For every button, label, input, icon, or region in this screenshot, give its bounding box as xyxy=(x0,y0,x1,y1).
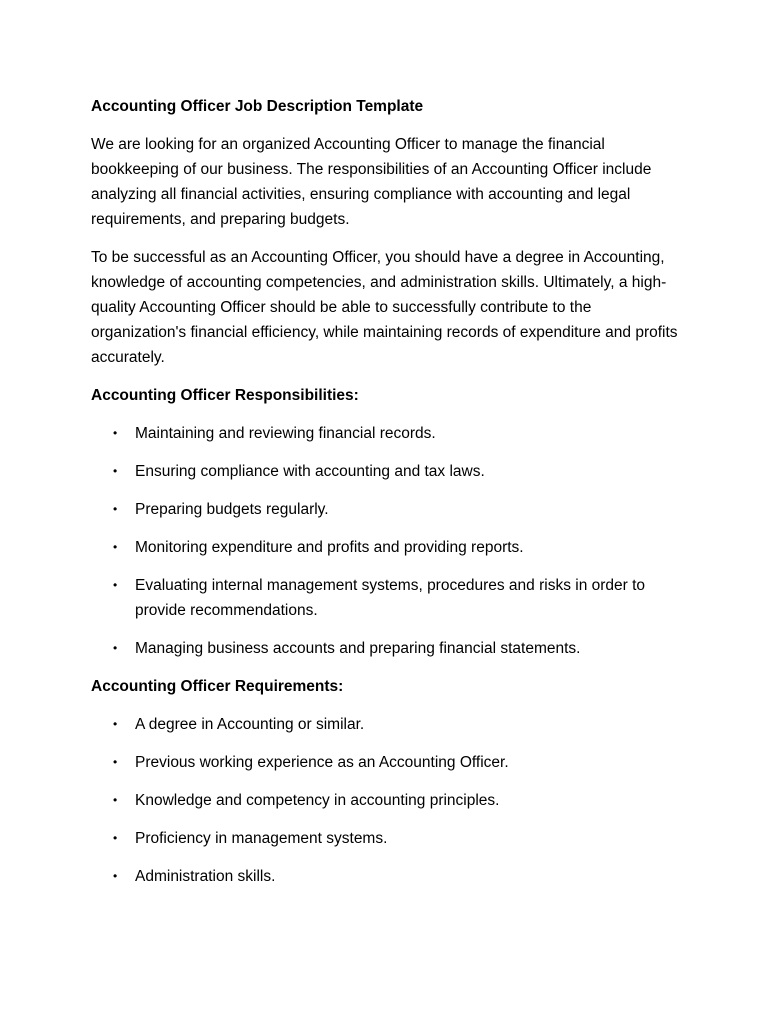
list-item xyxy=(91,459,681,484)
list-item xyxy=(91,864,681,889)
bullet-icon: • xyxy=(113,540,118,554)
requirements-list xyxy=(91,712,681,889)
bullet-icon: • xyxy=(113,869,118,883)
responsibilities-heading: Accounting Officer Responsibilities: xyxy=(91,387,359,404)
list-item-text: Evaluating internal management systems, procedures and risks in order to provide recommendations. xyxy=(135,577,646,619)
list-item-text: Monitoring expenditure and profits and providing reports. xyxy=(135,539,524,556)
requirements-heading: Accounting Officer Requirements: xyxy=(91,678,344,695)
list-item xyxy=(91,750,681,775)
document-title: Accounting Officer Job Description Template xyxy=(91,98,424,115)
responsibilities-list xyxy=(91,421,681,661)
bullet-icon: • xyxy=(113,578,118,592)
bullet-icon: • xyxy=(113,755,118,769)
list-item-text: Administration skills. xyxy=(135,868,276,885)
list-item xyxy=(91,788,681,813)
list-item-text: Managing business accounts and preparing financial statements. xyxy=(135,640,581,657)
list-item-text: Ensuring compliance with accounting and tax laws. xyxy=(135,463,485,480)
document-page xyxy=(91,94,681,902)
list-item xyxy=(91,497,681,522)
list-item xyxy=(91,573,681,623)
list-item-text: Preparing budgets regularly. xyxy=(135,501,329,518)
list-item xyxy=(91,826,681,851)
bullet-icon: • xyxy=(113,831,118,845)
bullet-icon: • xyxy=(113,793,118,807)
list-item-text: Proficiency in management systems. xyxy=(135,830,388,847)
list-item-text: Previous working experience as an Accounting Officer. xyxy=(135,754,509,771)
list-item-text: Knowledge and competency in accounting principles. xyxy=(135,792,500,809)
list-item-text: A degree in Accounting or similar. xyxy=(135,716,365,733)
list-item xyxy=(91,421,681,446)
list-item xyxy=(91,636,681,661)
bullet-icon: • xyxy=(113,502,118,516)
list-item xyxy=(91,535,681,560)
intro-paragraph: To be successful as an Accounting Officer, you should have a degree in Accounting, knowledge of accounting competencies, and administration skills. Ultimately, a high-quality Accounting Officer should be able to successfully contribute to the organization's financial efficiency, while maintaining records of expenditure and profits accurately. xyxy=(91,249,678,366)
bullet-icon: • xyxy=(113,464,118,478)
bullet-icon: • xyxy=(113,717,118,731)
intro-paragraph: We are looking for an organized Accounting Officer to manage the financial bookkeeping of our business. The responsibilities of an Accounting Officer include analyzing all financial activities, ensuring compliance with accounting and legal requirements, and preparing budgets. xyxy=(91,136,652,228)
bullet-icon: • xyxy=(113,426,118,440)
bullet-icon: • xyxy=(113,641,118,655)
list-item-text: Maintaining and reviewing financial records. xyxy=(135,425,436,442)
list-item xyxy=(91,712,681,737)
